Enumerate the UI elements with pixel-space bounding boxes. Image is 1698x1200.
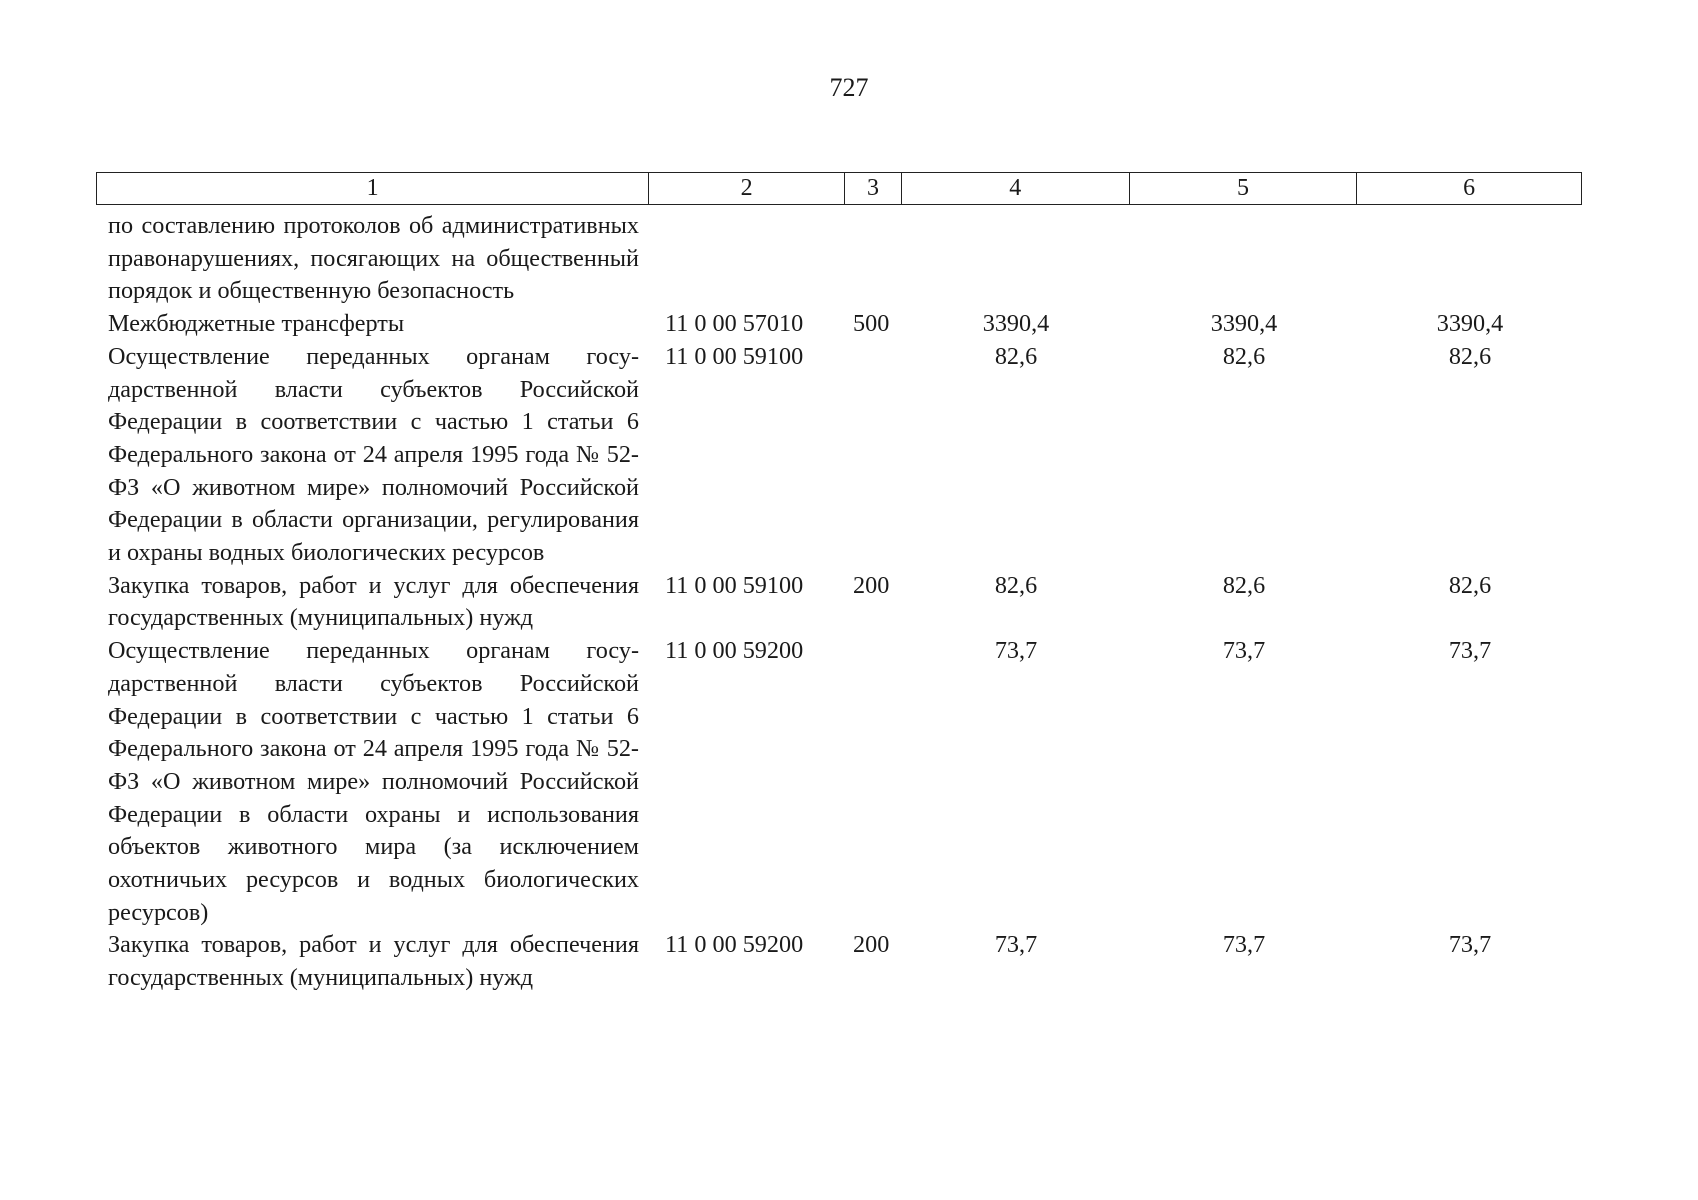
- header-col-4: 4: [902, 173, 1130, 204]
- row-code: 11 0 00 59100: [665, 342, 804, 370]
- header-col-1: 1: [97, 173, 649, 204]
- row-value-4: 82,6: [994, 571, 1038, 599]
- row-value-4: 73,7: [994, 637, 1038, 665]
- table-row: [96, 929, 1582, 994]
- row-value-4: 82,6: [994, 342, 1038, 370]
- row-value-5: 82,6: [1222, 342, 1266, 370]
- table-row: [96, 635, 1582, 929]
- row-code: 11 0 00 59200: [665, 931, 804, 959]
- row-value-4: 73,7: [994, 931, 1038, 959]
- row-value-6: 3390,4: [1436, 310, 1504, 338]
- row-description: Закупка товаров, работ и услуг для обеспечения государственных (муниципальных) нужд: [108, 931, 639, 992]
- row-description: Осуществление переданных органам государственной власти субъектов Российской Федерации в соответствии с частью 1 статьи 6 Федерального закона от 24 апреля 1995 года № 52-ФЗ «О животном мире» полномочий Российской Федерации в области организации, регулирования и охраны водных биологических ресурсов: [108, 342, 639, 567]
- row-code: 11 0 00 59100: [665, 571, 804, 599]
- header-col-2: 2: [649, 173, 845, 204]
- row-type: 500: [853, 310, 890, 338]
- row-description: Закупка товаров, работ и услуг для обеспечения государственных (муниципальных) нужд: [108, 571, 639, 632]
- row-value-6: 73,7: [1448, 931, 1492, 959]
- row-code: 11 0 00 59200: [665, 637, 804, 665]
- row-value-5: 3390,4: [1210, 310, 1278, 338]
- table-body: [96, 210, 1582, 995]
- row-value-4: 3390,4: [982, 310, 1050, 338]
- row-description: Межбюджетные трансферты: [108, 310, 405, 338]
- row-value-5: 82,6: [1222, 571, 1266, 599]
- header-col-3: 3: [845, 173, 902, 204]
- row-value-5: 73,7: [1222, 931, 1266, 959]
- row-code: 11 0 00 57010: [665, 310, 804, 338]
- row-type: 200: [853, 931, 890, 959]
- row-description: Осуществление переданных органам государственной власти субъектов Российской Федерации в соответствии с частью 1 статьи 6 Федерального закона от 24 апреля 1995 года № 52-ФЗ «О животном мире» полномочий Российской Федерации в области охраны и использования объектов животного мира (за исключением охотничьих ресурсов и водных биологических ресурсов): [108, 637, 639, 926]
- table-row: [96, 341, 1582, 570]
- row-value-6: 73,7: [1448, 637, 1492, 665]
- table-row: [96, 308, 1582, 341]
- row-value-6: 82,6: [1448, 571, 1492, 599]
- table-row: [96, 210, 1582, 308]
- row-value-5: 73,7: [1222, 637, 1266, 665]
- table-header: [96, 172, 1582, 205]
- page-number: 727: [829, 73, 869, 102]
- row-type: 200: [853, 571, 890, 599]
- table-row: [96, 570, 1582, 635]
- header-col-5: 5: [1130, 173, 1358, 204]
- header-col-6: 6: [1463, 175, 1476, 201]
- row-description: по составлению протоколов об административных правонарушениях, посягающих на общественный порядок и общественную безопасность: [108, 212, 639, 305]
- row-value-6: 82,6: [1448, 342, 1492, 370]
